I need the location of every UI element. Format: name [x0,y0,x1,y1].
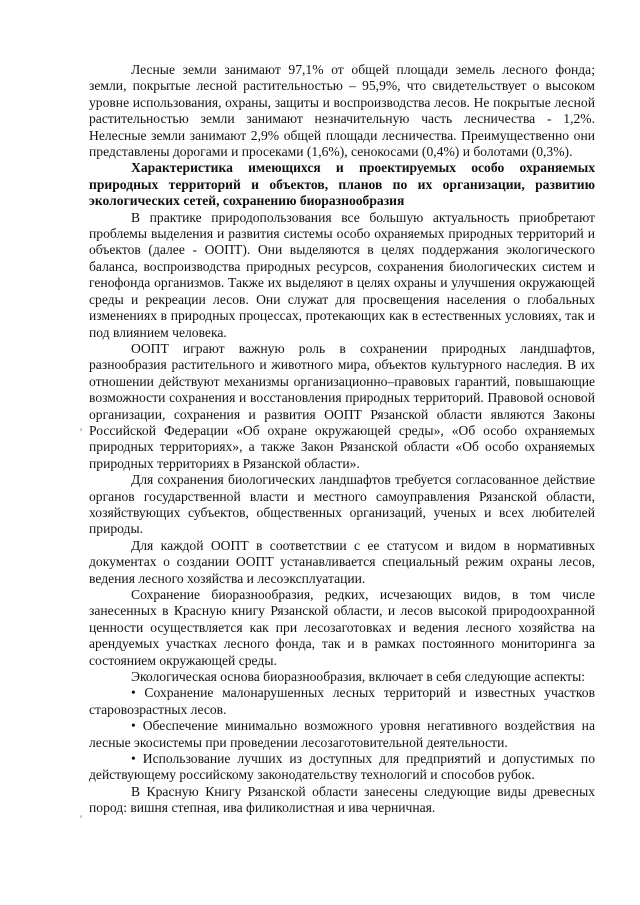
document-body [89,62,595,817]
section-heading: Характеристика имеющихся и проектируемых особо охраняемых природных территорий и объектов, планов по их организации, развитию экологических сетей, сохранению биоразнообразия [89,160,595,209]
scan-speck: ' [80,425,83,439]
paragraph-red-book: В Красную Книгу Рязанской области занесены следующие виды древесных пород: вишня степная, ива филиколистная и ива черничная. [89,783,595,816]
list-item: • Обеспечение минимально возможного уровня негативного воздействия на лесные экосистемы при проведении лесозаготовительной деятельности. [89,718,595,750]
paragraph-oopt-role: ООПТ играют важную роль в сохранении природных ландшафтов, разнообразия растительного и животного мира, объектов культурного наследия. В их отношении действуют механизмы организационно–правовых гарантий, повышающие возможности сохранения и восстановления природных территорий. Правовой основой организации, сохранения и развития ООПТ Рязанской области являются Законы Российской Федерации «Об охране окружающей среды», «Об особо охраняемых природных территориях», а также Закон Рязанской области «Об особо охраняемых природных территориях в Рязанской области». [89,340,595,471]
list-item: • Сохранение малонарушенных лесных территорий и известных участков старовозрастных лесов. [89,685,595,717]
scan-speck: ' [80,812,83,826]
paragraph-oopt-intro: В практике природопользования все большую актуальность приобретают проблемы выделения и развития системы особо охраняемых природных территорий и объектов (далее - ООПТ). Они выделяются в целях поддержания экологического баланса, воспроизводства природных ресурсов, сохранения биологических систем и генофонда организмов. Также их выделяют в целях охраны и улучшения окружающей среды и рекреации лесов. Они служат для просвещения населения о глобальных изменениях в природных процессах, протекающих как в естественных условиях, так и под влиянием человека. [89,209,595,340]
paragraph-regime: Для каждой ООПТ в соответствии с ее статусом и видом в нормативных документах о создании ООПТ устанавливается специальный режим охраны лесов, ведения лесного хозяйства и лесоэксплуатации. [89,537,595,586]
paragraph-aspects-intro: Экологическая основа биоразнообразия, включает в себя следующие аспекты: [131,669,586,685]
paragraph-land-stats: Лесные земли занимают 97,1% от общей площади земель лесного фонда; земли, покрытые лесной растительностью – 95,9%, что свидетельствует о высоком уровне использования, охраны, защиты и воспроизводства лесов. Не покрытые лесной растительностью земли занимают незначительную часть лесничества - 1,2%. Нелесные земли занимают 2,9% общей площади лесничества. Преимущественно они представлены дорогами и просеками (1,6%), сенокосами (0,4%) и болотами (0,3%). [89,62,595,160]
paragraph-biodiversity: Сохранение биоразнообразия, редких, исчезающих видов, в том числе занесенных в Красную книгу Рязанской области, и лесов высокой природоохранной ценности осуществляется как при лесозаготовках и ведения лесного хозяйства на арендуемых участках лесного фонда, так и в рамках постоянного мониторинга за состоянием окружающей среды. [89,587,595,668]
paragraph-landscapes: Для сохранения биологических ландшафтов требуется согласованное действие органов государственной власти и местного самоуправления Рязанской области, хозяйствующих субъектов, общественных организаций, ученых и всех любителей природы. [89,472,595,537]
list-item: • Использование лучших из доступных для предприятий и допустимых по действующему российскому законодательству технологий и способов рубок. [89,751,595,783]
